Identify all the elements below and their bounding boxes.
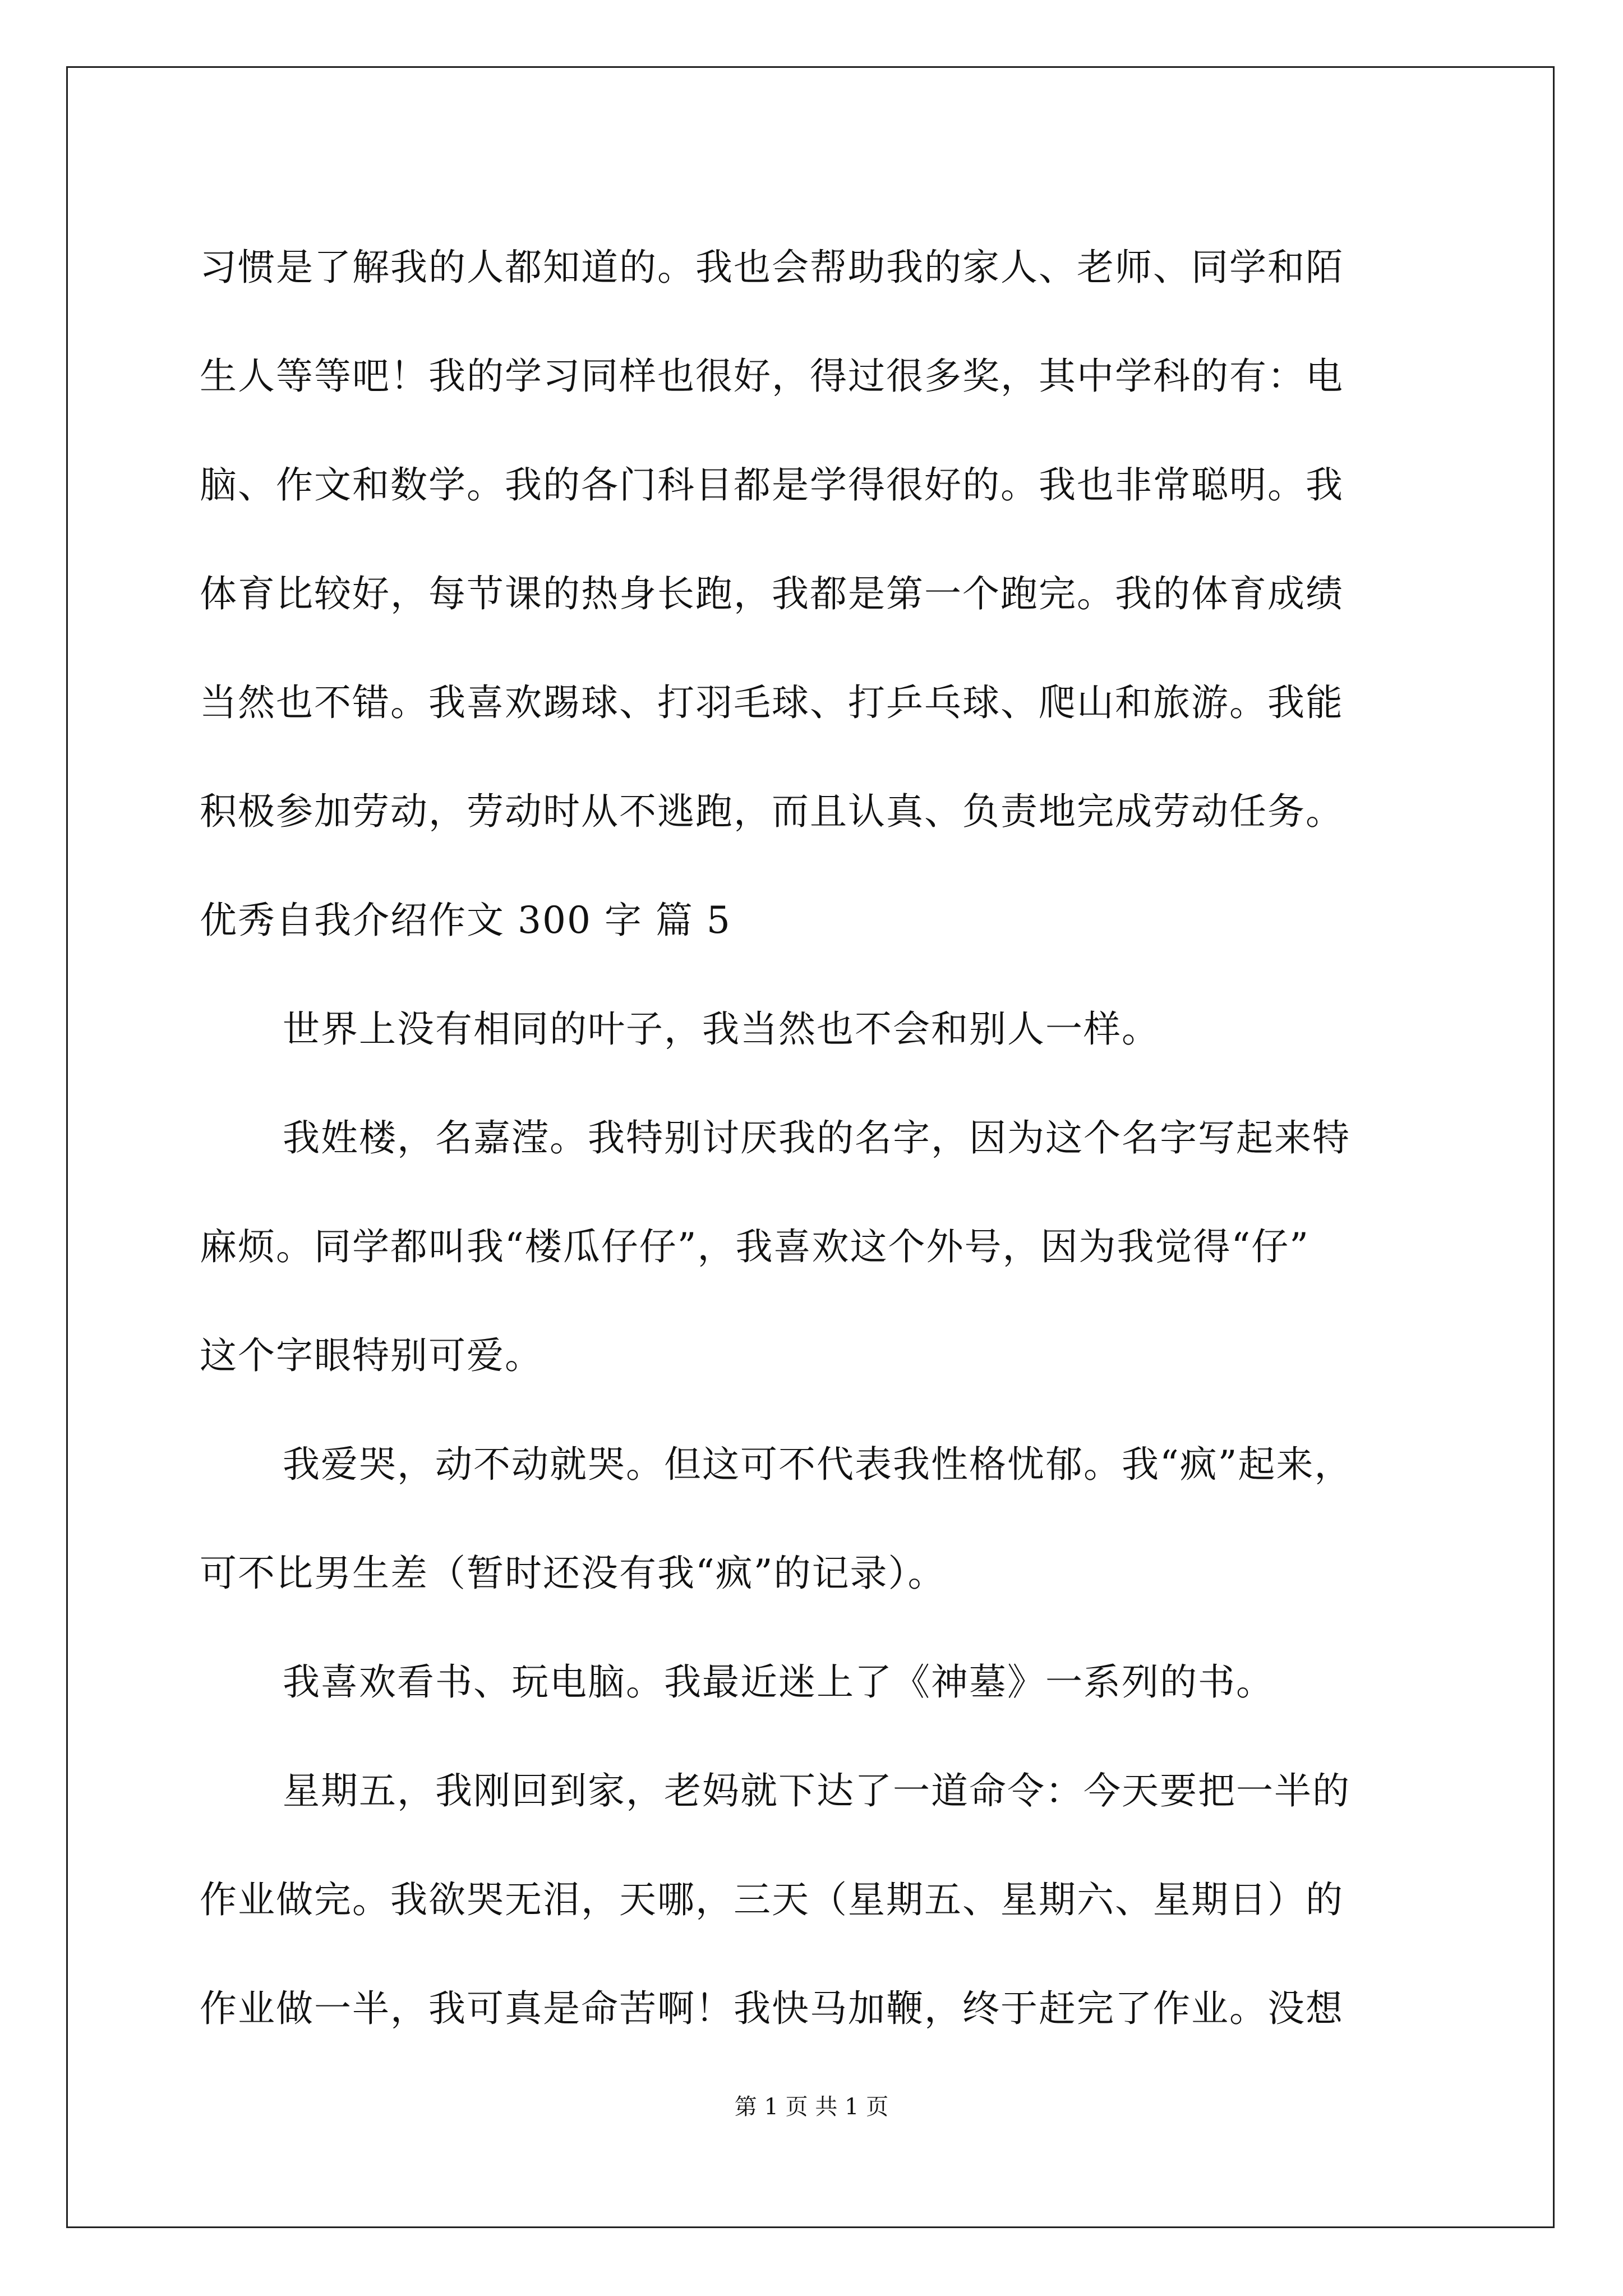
text-line: 作业做一半，我可真是命苦啊！我快马加鞭，终于赶完了作业。没想: [200, 1987, 1344, 2030]
text-line: 星期五，我刚回到家，老妈就下达了一道命令：今天要把一半的: [283, 1769, 1350, 1812]
text-line: 可不比男生差（暂时还没有我“疯”的记录）。: [200, 1552, 946, 1595]
text-line: 麻烦。同学都叫我“楼瓜仔仔”，我喜欢这个外号，因为我觉得“仔”: [200, 1225, 1310, 1268]
text-line: 积极参加劳动，劳动时从不逃跑，而且认真、负责地完成劳动任务。: [200, 790, 1344, 833]
text-line: 体育比较好，每节课的热身长跑，我都是第一个跑完。我的体育成绩: [200, 572, 1344, 615]
section-heading: 优秀自我介绍作文 300 字 篇 5: [200, 899, 731, 942]
text-line: 习惯是了解我的人都知道的。我也会帮助我的家人、老师、同学和陌: [200, 246, 1344, 289]
text-line: 脑、作文和数学。我的各门科目都是学得很好的。我也非常聪明。我: [200, 463, 1344, 507]
text-line: 我爱哭，动不动就哭。但这可不代表我性格忧郁。我“疯”起来，: [283, 1443, 1353, 1486]
text-line: 我姓楼，名嘉滢。我特别讨厌我的名字，因为这个名字写起来特: [283, 1116, 1350, 1159]
text-line: 作业做完。我欲哭无泪，天哪，三天（星期五、星期六、星期日）的: [200, 1878, 1344, 1921]
text-line: 世界上没有相同的叶子，我当然也不会和别人一样。: [283, 1007, 1160, 1051]
text-line: 这个字眼特别可爱。: [200, 1334, 543, 1377]
document-body: [200, 213, 1433, 2063]
page-footer: 第 1 页 共 1 页: [734, 2094, 889, 2120]
text-line: 我喜欢看书、玩电脑。我最近迷上了《神墓》一系列的书。: [283, 1660, 1274, 1704]
text-line: 生人等等吧！我的学习同样也很好，得过很多奖，其中学科的有：电: [200, 355, 1344, 398]
text-line: 当然也不错。我喜欢踢球、打羽毛球、打乒乓球、爬山和旅游。我能: [200, 681, 1344, 724]
